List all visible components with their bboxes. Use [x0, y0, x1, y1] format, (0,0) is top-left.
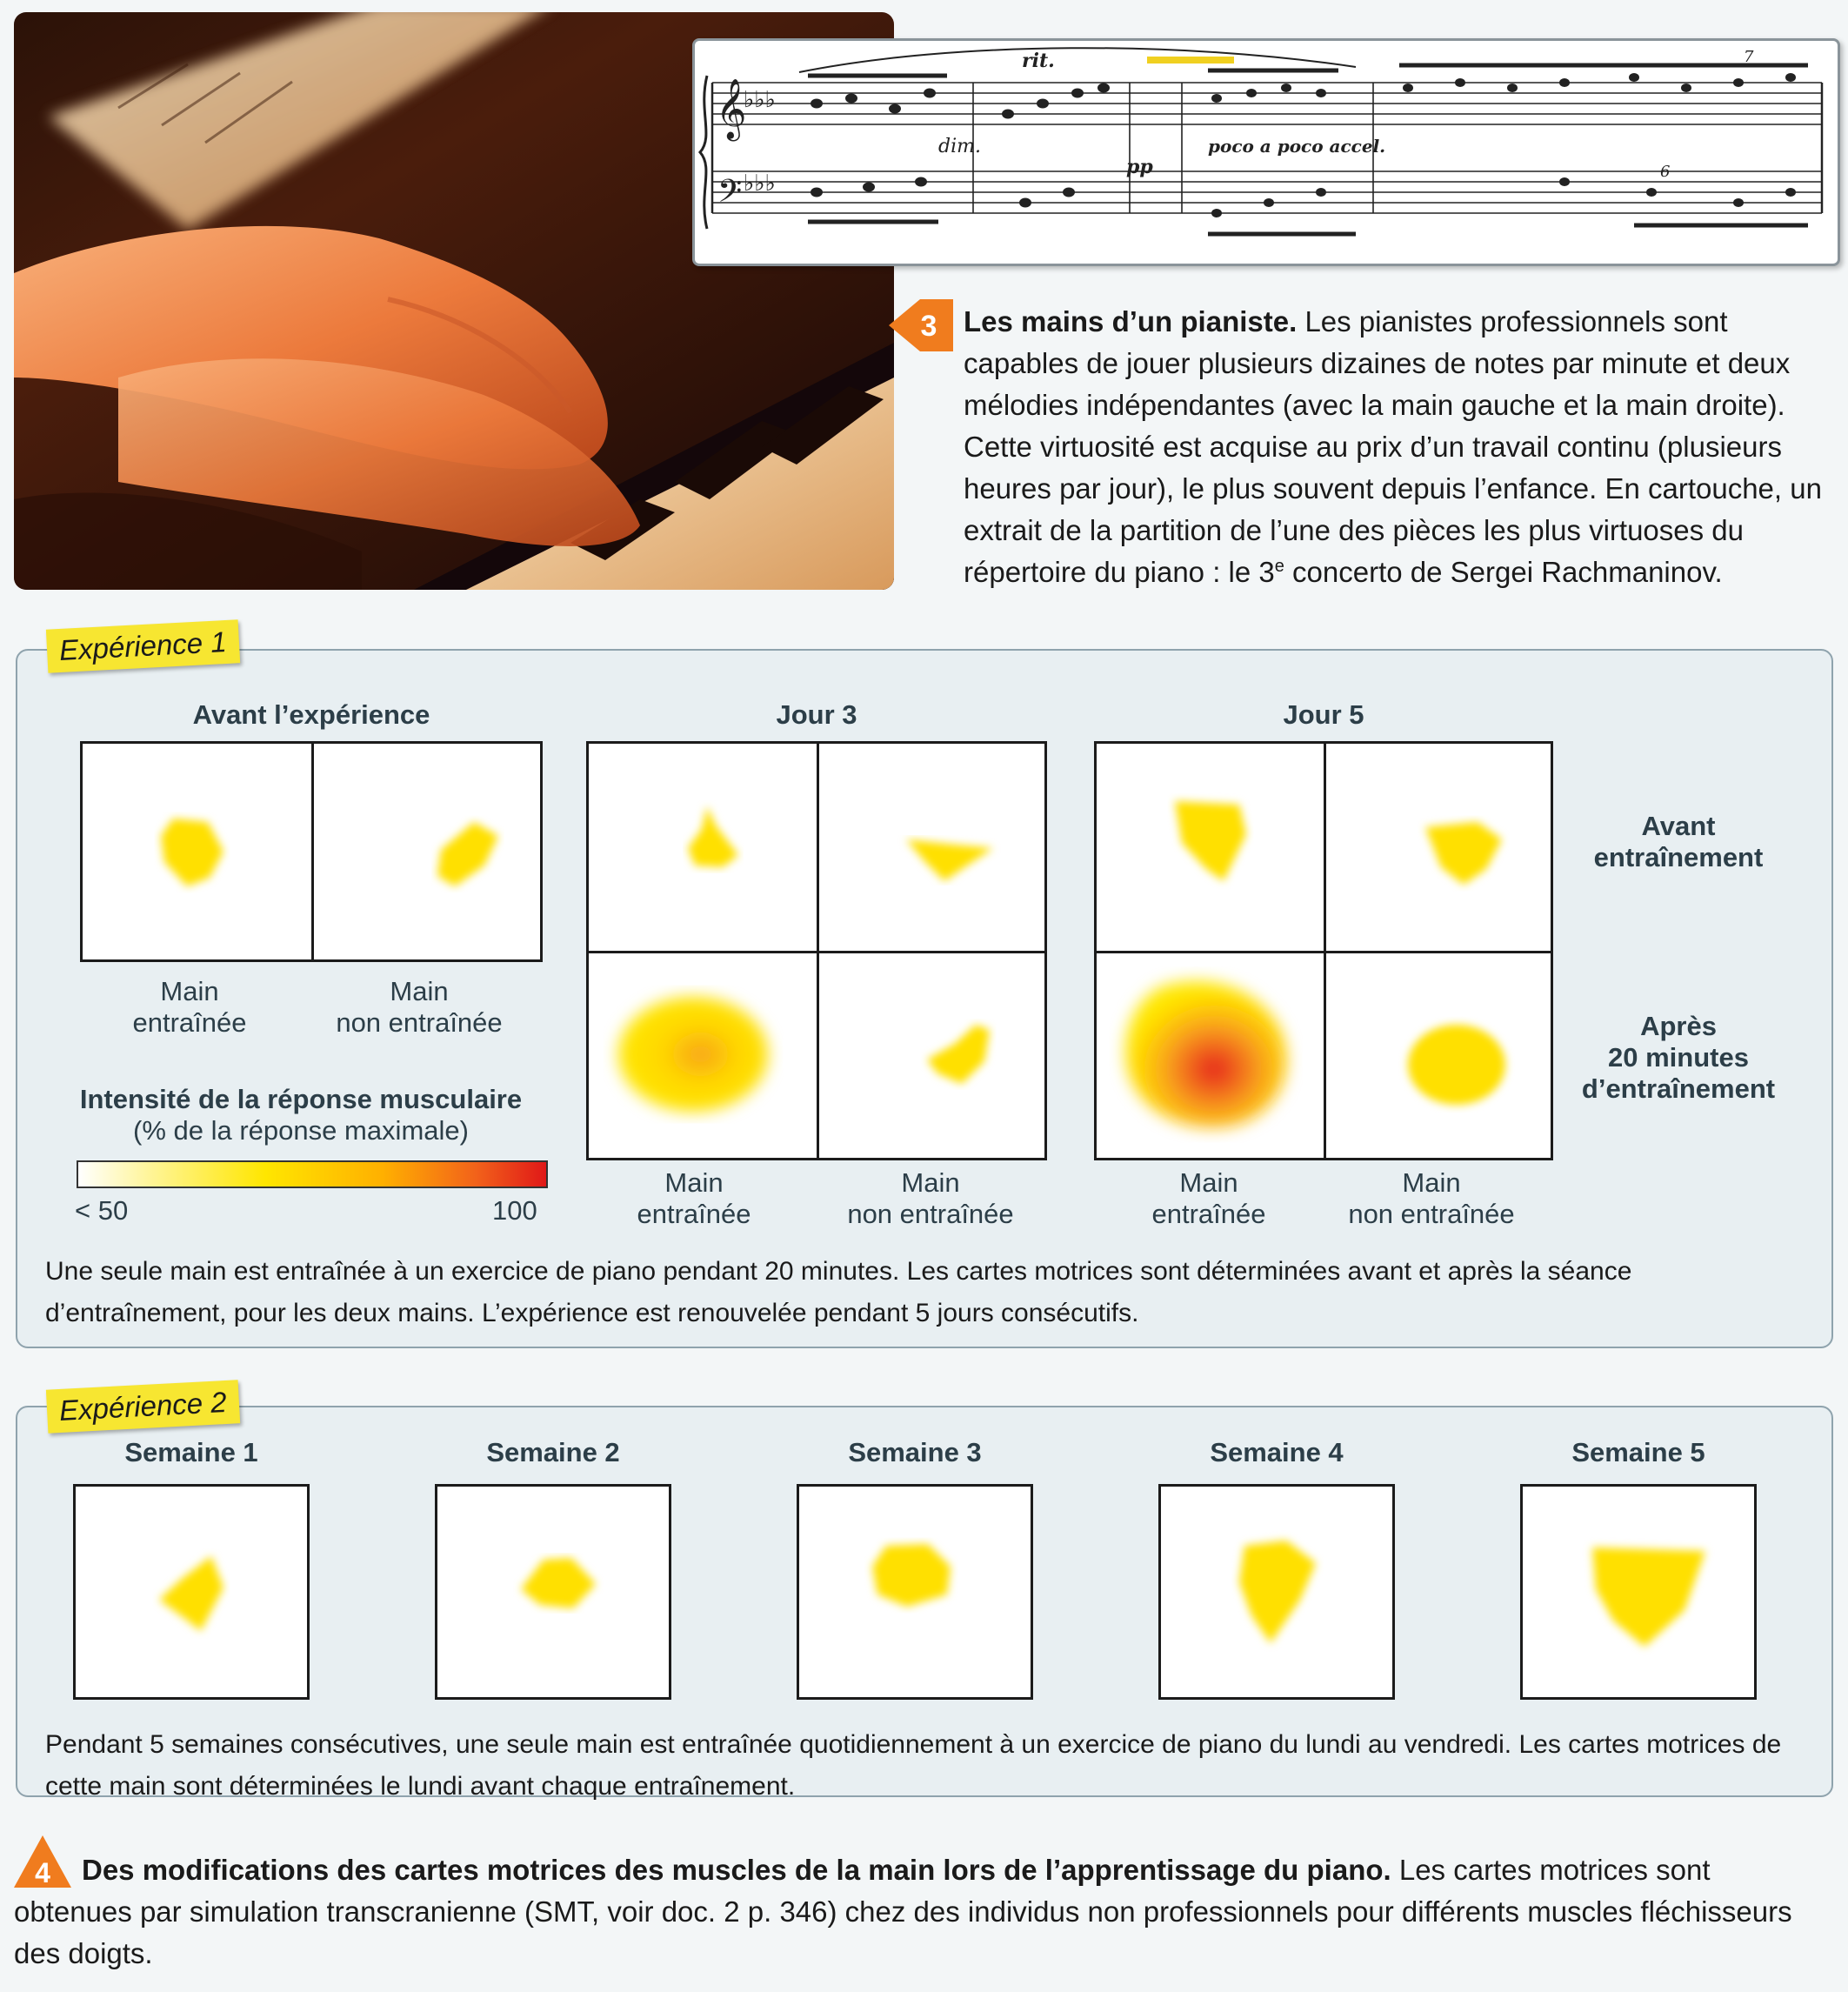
week-title-1: Semaine 1 — [124, 1437, 258, 1467]
svg-text:𝄢: 𝄢 — [717, 173, 743, 217]
motor-map-blob — [1210, 1521, 1349, 1669]
motor-map-blob — [1558, 1516, 1731, 1673]
group-title-before: Avant l’expérience — [192, 699, 430, 730]
legend-title-main: Intensité de la réponse musculaire — [79, 1084, 523, 1114]
map-before-untrained — [311, 744, 540, 959]
experience2-description: Pendant 5 semaines consécutives, une seule main est entraînée quotidiennement à un exercice de piano du lundi au vendredi. Les cartes motrices de cette main sont déterminées le lundi avant chaque entraînement. — [45, 1730, 1782, 1801]
legend-title-sub: (% de la réponse maximale) — [133, 1115, 469, 1146]
motor-map-blob — [1149, 787, 1279, 900]
motor-map-blob-large — [1102, 960, 1311, 1152]
hand-label-untrained: Main non entraînée — [1348, 1167, 1515, 1229]
motor-map-blob — [396, 805, 517, 909]
hand-label-trained: Main entraînée — [132, 976, 247, 1038]
doc4-title: Des modifications des cartes motrices des muscles de la main lors de l’apprentissage du piano. — [82, 1854, 1391, 1886]
svg-text:♭♭♭: ♭♭♭ — [744, 170, 776, 197]
map-day3-before-untrained — [817, 744, 1044, 951]
doc3-text-part1: Les pianistes professionnels sont capables de jouer plusieurs dizaines de notes par minute et deux mélodies indépendantes (avec la main gauche et la main droite). Cette virtuosité est acquise au prix d’un travail continu (plusieurs heures par jour), le plus souvent depuis l’enfance. En cartouche, un extrait de la partition de l’une des pièces les plus virtuoses du répertoire du piano : le 3 — [964, 305, 1822, 588]
map-day5-before-trained — [1097, 744, 1324, 951]
before-maps-grid — [80, 741, 543, 962]
map-day3-before-trained — [589, 744, 817, 951]
music-score-excerpt — [692, 38, 1840, 266]
day3-maps-grid — [586, 741, 1047, 1160]
week-4-map — [1158, 1484, 1395, 1700]
map-day5-before-untrained — [1324, 744, 1551, 951]
doc3-superscript: e — [1274, 557, 1284, 576]
experience1-description: Une seule main est entraînée à un exercice de piano pendant 20 minutes. Les cartes motrices sont déterminées avant et après la séance d’entraînement, pour les deux mains. L’expérience est renouvelée pendant 5 jours consécutifs. — [45, 1257, 1632, 1327]
group-title-day3: Jour 3 — [776, 699, 857, 730]
svg-text:♭♭♭: ♭♭♭ — [744, 87, 776, 113]
motor-map-blob — [889, 1004, 1011, 1108]
map-day3-after-untrained — [817, 951, 1044, 1158]
hand-label-trained: Main entraînée — [637, 1167, 751, 1229]
map-day3-after-trained — [589, 951, 817, 1158]
doc4-text: Les cartes motrices sont obtenues par simulation transcranienne (SMT, voir doc. 2 p. 346) chez des individus non professionnels pour différents muscles fléchisseurs des doigts. — [14, 1854, 1792, 1969]
score-staves — [695, 41, 1838, 264]
doc3-text-part2: concerto de Sergei Rachmaninov. — [1284, 556, 1723, 588]
legend-max-label: 100 — [492, 1195, 537, 1226]
week-5-map — [1520, 1484, 1757, 1700]
map-before-trained — [83, 744, 311, 959]
hand-label-untrained: Main non entraînée — [336, 976, 503, 1038]
score-dim-mark: dim. — [938, 136, 981, 157]
motor-map-blob — [1399, 801, 1521, 906]
motor-map-blob — [843, 1525, 982, 1647]
score-pp-mark: pp — [1126, 156, 1153, 178]
score-rit-mark: rit. — [1022, 50, 1055, 72]
intensity-color-scale — [77, 1160, 548, 1188]
doc4-number: 4 — [35, 1857, 50, 1888]
week-title-4: Semaine 4 — [1210, 1437, 1344, 1467]
motor-map-blob — [650, 791, 771, 895]
motor-map-blob — [495, 1539, 617, 1643]
week-title-2: Semaine 2 — [486, 1437, 620, 1467]
row-label-after-training: Après 20 minutes d’entraînement — [1581, 1011, 1776, 1104]
week-3-map — [797, 1484, 1033, 1700]
doc3-title: Les mains d’un pianiste. — [964, 305, 1298, 338]
doc3-caption — [964, 301, 1833, 593]
motor-map-blob-large — [597, 971, 789, 1136]
motor-map-blob — [130, 801, 251, 906]
map-day5-after-untrained — [1324, 951, 1551, 1158]
week-2-map — [435, 1484, 671, 1700]
map-day5-after-trained — [1097, 951, 1324, 1158]
doc3-number-badge — [889, 297, 953, 353]
experience1-tag: Expérience 1 — [46, 619, 240, 672]
score-tuplet-6: 6 — [1660, 163, 1671, 181]
motor-map-blob — [889, 810, 1011, 914]
legend-title — [75, 1084, 527, 1146]
hand-label-trained: Main entraînée — [1151, 1167, 1266, 1229]
score-accel-mark: poco a poco accel. — [1208, 136, 1386, 157]
legend-min-label: < 50 — [75, 1195, 129, 1226]
svg-text:𝄞: 𝄞 — [716, 78, 747, 139]
doc3-number: 3 — [920, 310, 937, 343]
motor-map-blob — [1384, 997, 1531, 1127]
week-title-3: Semaine 3 — [848, 1437, 982, 1467]
experience2-tag: Expérience 2 — [46, 1380, 240, 1433]
doc4-caption — [14, 1849, 1831, 1975]
hand-label-untrained: Main non entraînée — [847, 1167, 1014, 1229]
row-label-before-training: Avant entraînement — [1593, 811, 1764, 872]
motor-map-blob — [133, 1539, 255, 1652]
day5-maps-grid — [1094, 741, 1553, 1160]
week-1-map — [73, 1484, 310, 1700]
group-title-day5: Jour 5 — [1283, 699, 1364, 730]
week-title-5: Semaine 5 — [1571, 1437, 1705, 1467]
score-tuplet-7: 7 — [1744, 48, 1754, 66]
